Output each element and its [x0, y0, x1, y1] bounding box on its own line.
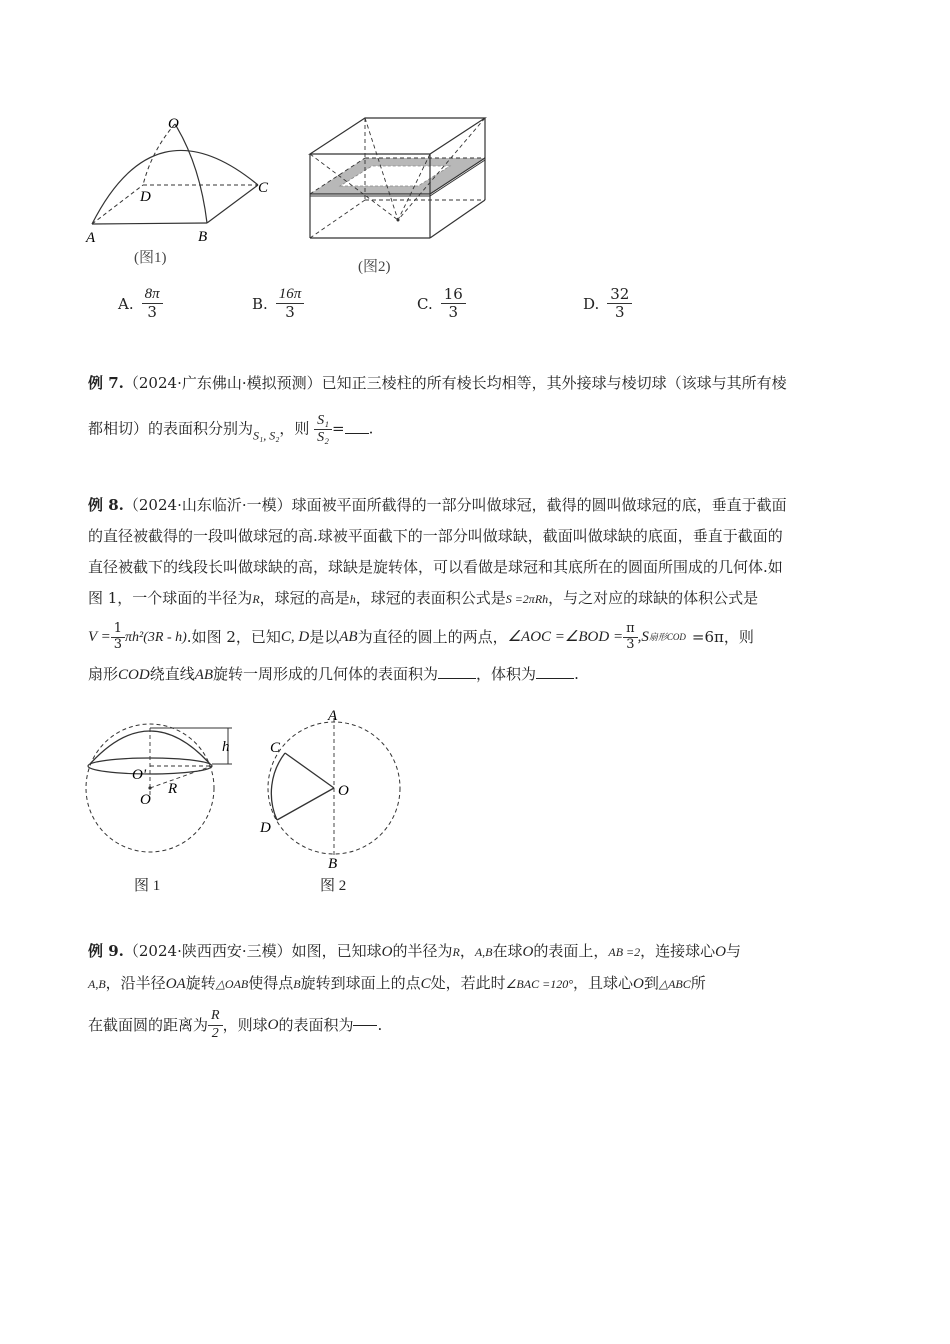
option-a[interactable]: A. $\frac{8\pi}{3}$ [118, 286, 163, 322]
label-D: D [140, 189, 151, 205]
answer-blank-8b[interactable] [536, 677, 574, 679]
example-8: 例 8.（2024·山东临沂·一模）球面被平面所截得的一部分叫做球冠，截得的圆叫做球冠的底，垂直于截面 的直径被截得的一段叫做球冠的高.球被平面截下的一部分叫做球缺，截面叫做球缺的底面，垂直于截面的 直径被截下的线段长叫做球缺的高，球缺是旋转体，可以看做是球冠和其底所在的圆面所围成的几何体.如 图 1，一个球面的半径为R，球冠的高是h，球冠的表面积公式是S =2πRh，与之对应的球缺的体积公式是 V = $\frac{1}{3}$ πh²(3R - h) .如图 2，已知 C, D 是以 AB 为直径的圆上的两点， ∠AOC =∠BOD = $\frac{\pi}{3}$ , S 扇形COD =6π ，则 扇形COD绕直线AB旋转一周形成的几何体的表面积为 ，体积为 . [88, 496, 787, 683]
label-O: O [168, 116, 179, 132]
label-A: A [328, 708, 338, 724]
label-O: O [140, 792, 151, 808]
example-9: 例 9.（2024·陕西西安·三模）如图，已知球O的半径为R，A,B在球O的表面上，AB =2，连接球心O与 A,B，沿半径OA旋转△OAB使得点B旋转到球面上的点C处，若此时∠BAC =120°，且球心O到△ABC所 在截面圆的距离为 $\frac{R}{2}$ ，则球 O 的表面积为 . [88, 942, 742, 1041]
figure-sphere-cap [80, 718, 250, 868]
label-O1: O' [132, 767, 147, 783]
label-C: C [270, 740, 281, 756]
figure-circle-sector [250, 702, 420, 872]
caption-fig1-top: (图1) [134, 250, 167, 266]
label-O: O [338, 783, 349, 799]
option-b[interactable]: B. $\frac{16\pi}{3}$ [252, 286, 304, 322]
label-A: A [86, 230, 96, 246]
figure-dome [80, 110, 280, 270]
figure-box [300, 108, 500, 248]
caption-fig2-mid: 图 2 [320, 878, 347, 894]
caption-fig1-mid: 图 1 [134, 878, 161, 894]
label-B: B [198, 229, 208, 245]
label-D: D [260, 820, 271, 836]
caption-fig2-top: (图2) [358, 259, 391, 275]
label-C: C [258, 180, 269, 196]
option-d[interactable]: D. $\frac{32}{3}$ [583, 286, 632, 322]
label-B: B [328, 856, 338, 872]
example-7: 例 7.（2024·广东佛山·模拟预测）已知正三棱柱的所有棱长均相等，其外接球与棱切球（该球与其所有棱 都相切）的表面积分别为$_{S_1, S_2}$，则 $\frac{\text{S₁}}{\text{S₂}}$ = . [88, 374, 787, 446]
answer-blank-8a[interactable] [438, 677, 476, 679]
label-R: R [168, 781, 178, 797]
label-h: h [222, 739, 230, 755]
answer-blank-9[interactable] [353, 1024, 377, 1026]
answer-blank-7[interactable] [345, 432, 369, 434]
option-c[interactable]: C. $\frac{16}{3}$ [417, 286, 466, 322]
